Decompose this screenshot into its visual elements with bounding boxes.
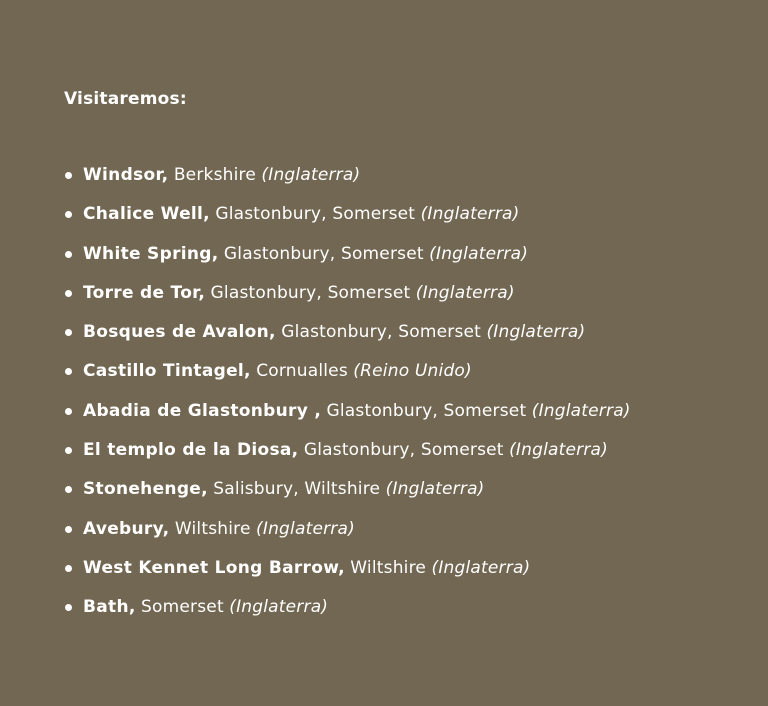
place-country: (Inglaterra): [229, 597, 329, 618]
list-item: [64, 518, 631, 557]
list-item: [64, 164, 631, 203]
place-location: Somerset: [141, 597, 224, 618]
place-name: Castillo Tintagel,: [83, 361, 251, 382]
place-country: (Inglaterra): [431, 557, 531, 578]
bullet-icon: [65, 172, 72, 179]
place-name: Torre de Tor,: [83, 282, 206, 303]
place-country: (Inglaterra): [509, 440, 608, 461]
bullet-icon: [65, 368, 72, 375]
place-location: Cornualles: [256, 361, 348, 382]
bullet-icon: [65, 211, 72, 218]
section-heading: Visitaremos:: [64, 89, 187, 109]
place-location: Glastonbury, Somerset: [215, 204, 416, 225]
bullet-icon: [65, 290, 72, 297]
place-country: (Inglaterra): [420, 204, 520, 225]
place-location: Glastonbury, Somerset: [210, 282, 411, 303]
list-item: [64, 282, 631, 321]
list-item: [64, 478, 631, 517]
place-location: Wiltshire: [350, 557, 427, 578]
place-location: Salisbury, Wiltshire: [213, 479, 381, 500]
place-name: Bosques de Avalon,: [83, 322, 276, 343]
bullet-icon: [65, 565, 72, 572]
list-item: [64, 400, 631, 439]
place-location: Glastonbury, Somerset: [326, 400, 527, 421]
place-name: Bath,: [83, 597, 136, 618]
bullet-icon: [65, 329, 72, 336]
place-name: White Spring,: [83, 243, 219, 264]
place-name: Abadia de Glastonbury ,: [83, 400, 322, 421]
place-name: Stonehenge,: [83, 479, 208, 500]
place-country: (Inglaterra): [261, 165, 361, 185]
place-location: Glastonbury, Somerset: [223, 243, 424, 264]
list-item: [64, 203, 631, 242]
place-location: Wiltshire: [174, 518, 251, 539]
place-location: Glastonbury, Somerset: [303, 440, 504, 461]
list-item: [64, 321, 631, 360]
place-country: (Reino Unido): [353, 361, 472, 382]
place-name: El templo de la Diosa,: [83, 440, 299, 461]
list-item: [64, 557, 631, 596]
place-name: West Kennet Long Barrow,: [83, 557, 345, 578]
places-list: [64, 164, 631, 636]
place-name: Chalice Well,: [83, 204, 210, 225]
place-location: Berkshire: [173, 165, 256, 185]
bullet-icon: [65, 447, 72, 454]
list-item: [64, 243, 631, 282]
list-item: [64, 360, 631, 399]
bullet-icon: [65, 604, 72, 611]
list-item: [64, 596, 631, 635]
place-name: Avebury,: [83, 518, 170, 539]
place-country: (Inglaterra): [531, 400, 631, 421]
bullet-icon: [65, 251, 72, 258]
bullet-icon: [65, 408, 72, 415]
place-country: (Inglaterra): [415, 282, 515, 303]
bullet-icon: [65, 526, 72, 533]
place-country: (Inglaterra): [256, 518, 355, 539]
place-country: (Inglaterra): [486, 322, 586, 343]
bullet-icon: [65, 486, 72, 493]
place-name: Windsor,: [83, 165, 169, 185]
list-item: [64, 439, 631, 478]
place-country: (Inglaterra): [429, 243, 529, 264]
place-location: Glastonbury, Somerset: [281, 322, 482, 343]
place-country: (Inglaterra): [385, 479, 485, 500]
